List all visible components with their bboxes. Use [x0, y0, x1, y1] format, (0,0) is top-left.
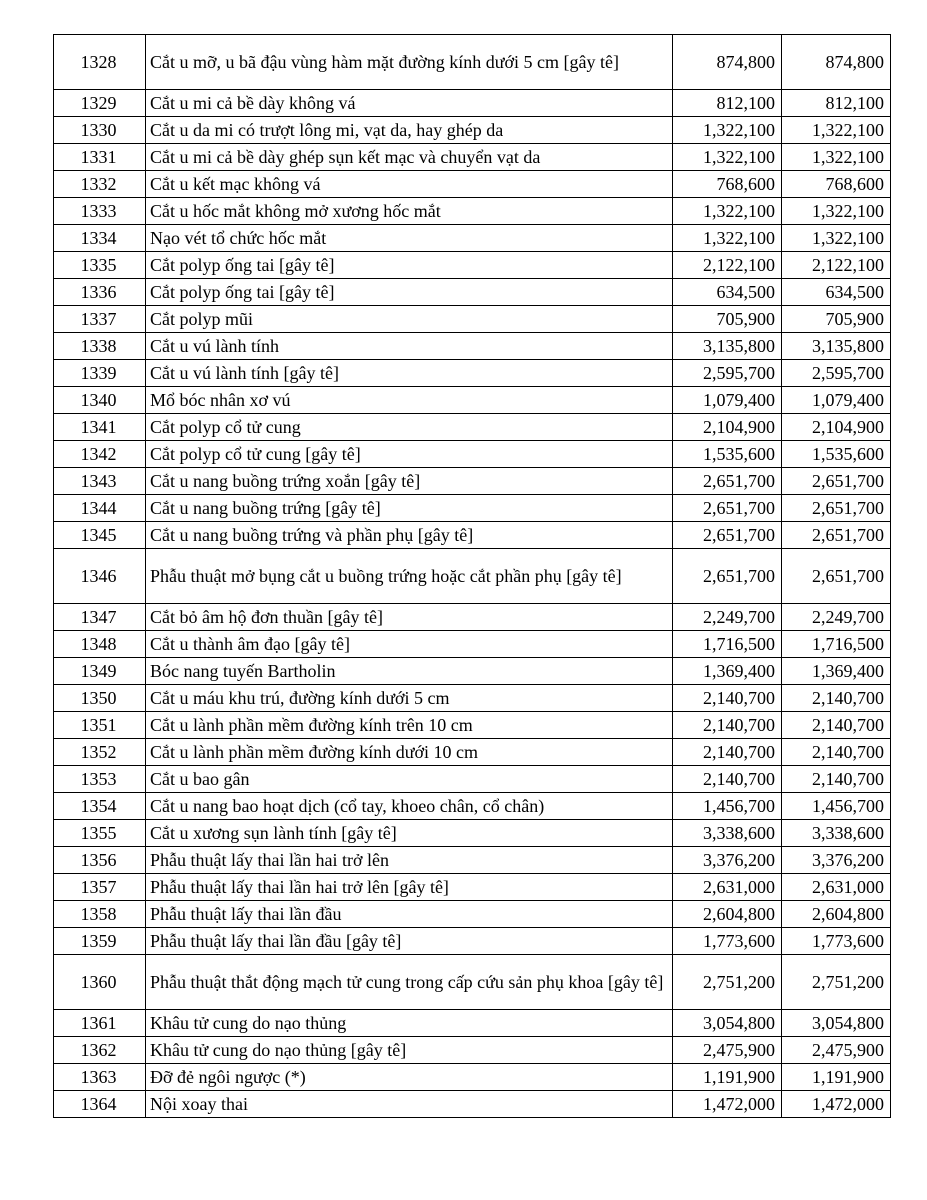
price-2-cell: 2,140,700: [782, 685, 891, 712]
table-row: [54, 441, 891, 468]
row-number-cell: 1359: [54, 928, 146, 955]
row-number-cell: 1339: [54, 360, 146, 387]
row-number-cell: 1330: [54, 117, 146, 144]
row-number-cell: 1337: [54, 306, 146, 333]
price-table-body: [54, 35, 891, 1118]
price-1-cell: 1,191,900: [673, 1064, 782, 1091]
price-1-cell: 634,500: [673, 279, 782, 306]
table-row: [54, 901, 891, 928]
table-row: [54, 414, 891, 441]
row-number-cell: 1357: [54, 874, 146, 901]
row-number-cell: 1349: [54, 658, 146, 685]
price-1-cell: 2,140,700: [673, 685, 782, 712]
row-number-cell: 1363: [54, 1064, 146, 1091]
price-2-cell: 2,604,800: [782, 901, 891, 928]
table-row: [54, 495, 891, 522]
price-2-cell: 2,140,700: [782, 739, 891, 766]
price-1-cell: 2,631,000: [673, 874, 782, 901]
price-2-cell: 3,376,200: [782, 847, 891, 874]
row-number-cell: 1351: [54, 712, 146, 739]
row-number-cell: 1356: [54, 847, 146, 874]
service-name-cell: Phẫu thuật lấy thai lần đầu [gây tê]: [146, 928, 673, 955]
price-2-cell: 874,800: [782, 35, 891, 90]
table-row: [54, 117, 891, 144]
service-name-cell: Phẫu thuật lấy thai lần hai trở lên [gây tê]: [146, 874, 673, 901]
service-name-cell: Cắt bỏ âm hộ đơn thuần [gây tê]: [146, 604, 673, 631]
price-1-cell: 705,900: [673, 306, 782, 333]
table-row: [54, 820, 891, 847]
table-row: [54, 549, 891, 604]
price-2-cell: 1,369,400: [782, 658, 891, 685]
service-name-cell: Nội xoay thai: [146, 1091, 673, 1118]
price-2-cell: 1,322,100: [782, 144, 891, 171]
price-2-cell: 2,631,000: [782, 874, 891, 901]
service-name-cell: Cắt polyp ống tai [gây tê]: [146, 279, 673, 306]
price-1-cell: 1,456,700: [673, 793, 782, 820]
service-name-cell: Cắt u vú lành tính [gây tê]: [146, 360, 673, 387]
service-name-cell: Cắt u mi cả bề dày không vá: [146, 90, 673, 117]
price-1-cell: 812,100: [673, 90, 782, 117]
table-row: [54, 658, 891, 685]
price-1-cell: 2,651,700: [673, 468, 782, 495]
price-1-cell: 3,135,800: [673, 333, 782, 360]
price-1-cell: 2,595,700: [673, 360, 782, 387]
row-number-cell: 1354: [54, 793, 146, 820]
service-name-cell: Nạo vét tổ chức hốc mắt: [146, 225, 673, 252]
price-2-cell: 1,079,400: [782, 387, 891, 414]
price-1-cell: 768,600: [673, 171, 782, 198]
service-name-cell: Phẫu thuật thắt động mạch tử cung trong cấp cứu sản phụ khoa [gây tê]: [146, 955, 673, 1010]
price-2-cell: 1,535,600: [782, 441, 891, 468]
price-1-cell: 2,104,900: [673, 414, 782, 441]
row-number-cell: 1361: [54, 1010, 146, 1037]
price-2-cell: 634,500: [782, 279, 891, 306]
price-1-cell: 2,604,800: [673, 901, 782, 928]
table-row: [54, 360, 891, 387]
price-2-cell: 2,651,700: [782, 549, 891, 604]
price-1-cell: 2,140,700: [673, 739, 782, 766]
table-row: [54, 90, 891, 117]
table-row: [54, 1037, 891, 1064]
service-name-cell: Cắt polyp cổ tử cung: [146, 414, 673, 441]
service-name-cell: Cắt u bao gân: [146, 766, 673, 793]
row-number-cell: 1332: [54, 171, 146, 198]
price-2-cell: 1,322,100: [782, 198, 891, 225]
service-name-cell: Cắt polyp ống tai [gây tê]: [146, 252, 673, 279]
price-2-cell: 2,104,900: [782, 414, 891, 441]
row-number-cell: 1352: [54, 739, 146, 766]
price-1-cell: 2,651,700: [673, 549, 782, 604]
service-name-cell: Cắt u xương sụn lành tính [gây tê]: [146, 820, 673, 847]
table-row: [54, 1064, 891, 1091]
price-2-cell: 2,140,700: [782, 712, 891, 739]
table-row: [54, 144, 891, 171]
table-row: [54, 198, 891, 225]
table-row: [54, 35, 891, 90]
table-row: [54, 387, 891, 414]
price-1-cell: 1,773,600: [673, 928, 782, 955]
service-name-cell: Cắt u nang buồng trứng và phần phụ [gây tê]: [146, 522, 673, 549]
table-row: [54, 468, 891, 495]
price-2-cell: 705,900: [782, 306, 891, 333]
service-name-cell: Khâu tử cung do nạo thủng: [146, 1010, 673, 1037]
service-name-cell: Cắt polyp cổ tử cung [gây tê]: [146, 441, 673, 468]
price-2-cell: 1,472,000: [782, 1091, 891, 1118]
row-number-cell: 1345: [54, 522, 146, 549]
row-number-cell: 1341: [54, 414, 146, 441]
price-1-cell: 2,751,200: [673, 955, 782, 1010]
service-name-cell: Cắt u nang bao hoạt dịch (cổ tay, khoeo chân, cổ chân): [146, 793, 673, 820]
table-row: [54, 604, 891, 631]
table-row: [54, 1010, 891, 1037]
service-name-cell: Phẫu thuật lấy thai lần đầu: [146, 901, 673, 928]
row-number-cell: 1328: [54, 35, 146, 90]
price-2-cell: 2,651,700: [782, 522, 891, 549]
price-1-cell: 1,322,100: [673, 198, 782, 225]
row-number-cell: 1346: [54, 549, 146, 604]
price-1-cell: 874,800: [673, 35, 782, 90]
price-1-cell: 3,338,600: [673, 820, 782, 847]
table-row: [54, 279, 891, 306]
row-number-cell: 1336: [54, 279, 146, 306]
row-number-cell: 1340: [54, 387, 146, 414]
table-row: [54, 793, 891, 820]
table-row: [54, 739, 891, 766]
row-number-cell: 1353: [54, 766, 146, 793]
price-2-cell: 1,322,100: [782, 225, 891, 252]
service-name-cell: Bóc nang tuyến Bartholin: [146, 658, 673, 685]
price-2-cell: 2,651,700: [782, 468, 891, 495]
price-1-cell: 1,472,000: [673, 1091, 782, 1118]
service-name-cell: Cắt u kết mạc không vá: [146, 171, 673, 198]
price-1-cell: 2,651,700: [673, 522, 782, 549]
table-row: [54, 955, 891, 1010]
price-1-cell: 2,475,900: [673, 1037, 782, 1064]
table-row: [54, 631, 891, 658]
service-name-cell: Đỡ đẻ ngôi ngược (*): [146, 1064, 673, 1091]
row-number-cell: 1335: [54, 252, 146, 279]
row-number-cell: 1342: [54, 441, 146, 468]
table-row: [54, 225, 891, 252]
price-1-cell: 2,651,700: [673, 495, 782, 522]
table-row: [54, 306, 891, 333]
table-row: [54, 252, 891, 279]
service-name-cell: Cắt u thành âm đạo [gây tê]: [146, 631, 673, 658]
price-2-cell: 2,651,700: [782, 495, 891, 522]
price-1-cell: 1,322,100: [673, 117, 782, 144]
price-1-cell: 1,079,400: [673, 387, 782, 414]
table-row: [54, 712, 891, 739]
service-name-cell: Cắt u nang buồng trứng xoắn [gây tê]: [146, 468, 673, 495]
table-row: [54, 171, 891, 198]
price-2-cell: 812,100: [782, 90, 891, 117]
row-number-cell: 1343: [54, 468, 146, 495]
service-name-cell: Phẫu thuật lấy thai lần hai trở lên: [146, 847, 673, 874]
row-number-cell: 1338: [54, 333, 146, 360]
price-2-cell: 2,122,100: [782, 252, 891, 279]
service-name-cell: Cắt u mỡ, u bã đậu vùng hàm mặt đường kính dưới 5 cm [gây tê]: [146, 35, 673, 90]
price-2-cell: 1,773,600: [782, 928, 891, 955]
table-row: [54, 522, 891, 549]
row-number-cell: 1334: [54, 225, 146, 252]
price-2-cell: 768,600: [782, 171, 891, 198]
service-name-cell: Cắt u lành phần mềm đường kính trên 10 cm: [146, 712, 673, 739]
service-name-cell: Cắt u máu khu trú, đường kính dưới 5 cm: [146, 685, 673, 712]
row-number-cell: 1329: [54, 90, 146, 117]
price-1-cell: 2,140,700: [673, 712, 782, 739]
price-2-cell: 2,249,700: [782, 604, 891, 631]
price-1-cell: 3,054,800: [673, 1010, 782, 1037]
row-number-cell: 1333: [54, 198, 146, 225]
row-number-cell: 1331: [54, 144, 146, 171]
price-1-cell: 2,140,700: [673, 766, 782, 793]
row-number-cell: 1360: [54, 955, 146, 1010]
price-1-cell: 2,122,100: [673, 252, 782, 279]
price-2-cell: 1,456,700: [782, 793, 891, 820]
price-table: [53, 34, 891, 1118]
price-1-cell: 1,322,100: [673, 144, 782, 171]
price-1-cell: 1,322,100: [673, 225, 782, 252]
row-number-cell: 1364: [54, 1091, 146, 1118]
table-row: [54, 1091, 891, 1118]
row-number-cell: 1355: [54, 820, 146, 847]
row-number-cell: 1348: [54, 631, 146, 658]
table-row: [54, 685, 891, 712]
table-row: [54, 847, 891, 874]
service-name-cell: Cắt u hốc mắt không mở xương hốc mắt: [146, 198, 673, 225]
price-1-cell: 3,376,200: [673, 847, 782, 874]
table-row: [54, 766, 891, 793]
service-name-cell: Cắt u vú lành tính: [146, 333, 673, 360]
price-1-cell: 1,716,500: [673, 631, 782, 658]
row-number-cell: 1344: [54, 495, 146, 522]
service-name-cell: Cắt polyp mũi: [146, 306, 673, 333]
price-2-cell: 2,140,700: [782, 766, 891, 793]
service-name-cell: Mổ bóc nhân xơ vú: [146, 387, 673, 414]
price-1-cell: 1,369,400: [673, 658, 782, 685]
service-name-cell: Cắt u nang buồng trứng [gây tê]: [146, 495, 673, 522]
service-name-cell: Phẫu thuật mở bụng cắt u buồng trứng hoặc cắt phần phụ [gây tê]: [146, 549, 673, 604]
price-1-cell: 2,249,700: [673, 604, 782, 631]
price-2-cell: 3,338,600: [782, 820, 891, 847]
price-2-cell: 2,751,200: [782, 955, 891, 1010]
table-row: [54, 333, 891, 360]
price-2-cell: 2,475,900: [782, 1037, 891, 1064]
table-row: [54, 874, 891, 901]
row-number-cell: 1362: [54, 1037, 146, 1064]
row-number-cell: 1347: [54, 604, 146, 631]
price-2-cell: 3,135,800: [782, 333, 891, 360]
table-row: [54, 928, 891, 955]
price-2-cell: 1,716,500: [782, 631, 891, 658]
row-number-cell: 1358: [54, 901, 146, 928]
service-name-cell: Cắt u mi cả bề dày ghép sụn kết mạc và chuyển vạt da: [146, 144, 673, 171]
row-number-cell: 1350: [54, 685, 146, 712]
service-name-cell: Cắt u lành phần mềm đường kính dưới 10 cm: [146, 739, 673, 766]
service-name-cell: Cắt u da mi có trượt lông mi, vạt da, hay ghép da: [146, 117, 673, 144]
price-2-cell: 2,595,700: [782, 360, 891, 387]
price-2-cell: 1,191,900: [782, 1064, 891, 1091]
price-2-cell: 3,054,800: [782, 1010, 891, 1037]
price-1-cell: 1,535,600: [673, 441, 782, 468]
price-2-cell: 1,322,100: [782, 117, 891, 144]
service-name-cell: Khâu tử cung do nạo thủng [gây tê]: [146, 1037, 673, 1064]
